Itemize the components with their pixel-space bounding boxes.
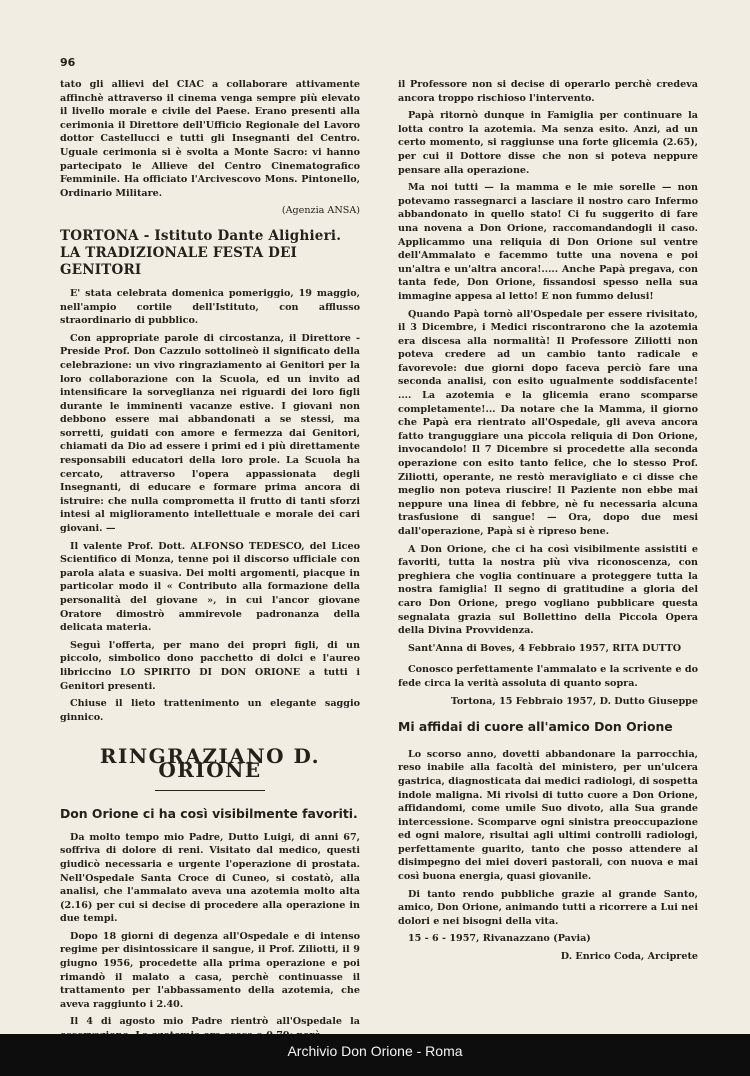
testimony-paragraph: Dopo 18 giorni di degenza all'Ospedale e di intenso regime per disintossicare il sangue, il Prof. Ziliotti, il 9 giugno 1956, procedette alla prima operazione e poi rimandò il malato a casa, perchè continuasse il trattamento per l'abbassamento della azotemia, che aveva raggiunto i 2.40. <box>60 930 360 1010</box>
testimony-paragraph: Lo scorso anno, dovetti abbandonare la parrocchia, reso inabile alla facoltà del ministero, per un'ulcera gastrica, diagnosticata dai medici radiologi, di sospetta indole maligna. Mi rivolsi di tutto cuore a Don Orione, affidandomi, come umile Suo divoto, alla Sua grande intercessione. Scomparve ogni sinistra preoccupazione ed ogni malore, risultai agli ultimi controlli radiologi, perfettamente guarito, tanto che posso attendere al disimpegno dei miei doveri pastorali, con nuova e mai così buona energia, quasi giovanile. <box>398 748 698 883</box>
testimony-paragraph: Quando Papà tornò all'Ospedale per essere rivisitato, il 3 Dicembre, i Medici riscontrarono che la azotemia era discesa alla normalità! Il Professore Ziliotti non poteva credere ad un cambio tanto radicale e favorevole: due giorni dopo faceva perciò fare una seconda analisi, con esito ugualmente soddisfacente! .... La azotemia e la glicemia erano scomparse completamente!... Da notare che la Mamma, il giorno che Papà era rientrato all'Ospedale, gli aveva ancora fatto tranguggiare una piccola reliquia di Don Orione, invocandolo! Il 7 Dicembre si procedette alla seconda operazione con esito tanto felice, che lo stesso Prof. Ziliotti, operante, ne restò meravigliato e ci disse che meglio non poteva riuscire! Il Paziente non ebbe mai neppure una linea di febbre, nè fu necessaria alcuna trasfusione di sangue! — Ora, dopo due mesi dall'operazione, Papà si è ripreso bene. <box>398 308 698 537</box>
signature-enrico-coda: D. Enrico Coda, Arciprete <box>560 951 698 963</box>
news-paragraph: Il valente Prof. Dott. ALFONSO TEDESCO, del Liceo Scientifico di Monza, tenne poi il discorso ufficiale con parola alata e suasiva. Dei molti argomenti, piacque in particolar modo il « Contributo alla formazione della personalità del giovane », in cui l'ancor giovane Oratore dimostrò ammirevole padronanza della delicata materia. <box>60 540 360 634</box>
news-title <box>60 228 360 279</box>
page-number: 96 <box>60 56 76 69</box>
footer-archive-label: Archivio Don Orione - Roma <box>287 1043 463 1059</box>
news-title-line1: TORTONA - Istituto Dante Alighieri. <box>60 227 342 244</box>
news-paragraph: Con appropriate parole di circostanza, il Direttore - Preside Prof. Don Cazzulo sottolineò il significato della celebrazione: un vivo ringraziamento ai Genitori per la loro collaborazione con la Scuola, ed un invito ad intensificare la sorveglianza nei riguardi dei loro figli durante le imminenti vacanze estive. I giovani non debbono essere mai abbandonati a se stessi, ma sorretti, guidati con amore e fermezza dai Genitori, chiamati da Dio ad essere i primi ed i più direttamente responsabili educatori della loro prole. La Scuola ha cercato, attraverso l'opera appassionata degli Insegnanti, di educare e formare prima ancora di istruire: che nulla comprometta il frutto di tanti sforzi intesi al miglioramento intellettuale e morale dei cari giovani. — <box>60 332 360 535</box>
right-column <box>398 78 698 970</box>
left-column <box>60 78 360 1047</box>
intro-source: (Agenzia ANSA) <box>281 205 360 217</box>
testimony-paragraph: Da molto tempo mio Padre, Dutto Luigi, di anni 67, soffriva di dolore di reni. Visitato dal medico, questi giudicò necessaria e urgente l'operazione di prostata. Nell'Ospedale Santa Croce di Cuneo, si costatò, alla analisi, che l'ammalato aveva una azotemia molto alta (2.16) per cui si decise di procedere alla operazione in due tempi. <box>60 831 360 925</box>
sub-title-right: Mi affidai di cuore all'amico Don Orione <box>398 719 673 735</box>
news-paragraph: Seguì l'offerta, per mano dei propri figli, di un piccolo, simbolico dono pacchetto di dolci e l'aureo libriccino LO SPIRITO DI DON ORIONE a tutti i Genitori presenti. <box>60 639 360 692</box>
section-rule <box>60 782 360 796</box>
signature-dutto-giuseppe: Tortona, 15 Febbraio 1957, D. Dutto Giuseppe <box>450 695 698 707</box>
section-title: RINGRAZIANO D. ORIONE <box>99 744 321 782</box>
confirmation-paragraph: Conosco perfettamente l'ammalato e la scrivente e do fede circa la verità assoluta di quanto sopra. <box>398 664 698 689</box>
news-paragraph: E' stata celebrata domenica pomeriggio, 19 maggio, nell'ampio cortile dell'Istituto, con afflusso straordinario di pubblico. <box>60 287 360 327</box>
intro-paragraph: tato gli allievi del CIAC a collaborare attivamente affinchè attraverso il cinema venga sempre più elevato il livello morale e civile del Paese. Erano presenti alla cerimonia il Direttore dell'Ufficio Regionale del Lavoro dottor Castellucci e tutti gli Insegnanti del Centro. Uguale cerimonia si è svolta a Monte Sacro: vi hanno partecipato le Allieve del Centro Cinematografico Femminile. Ha officiato l'Arcivescovo Mons. Pintonello, Ordinario Militare. <box>60 79 360 199</box>
testimony-paragraph: il Professore non si decise di operarlo perchè credeva ancora troppo rischioso l'intervento. <box>398 79 698 104</box>
testimony-paragraph: Ma noi tutti — la mamma e le mie sorelle — non potevamo rassegnarci a lasciare il nostro caro Infermo abbandonato in quello stato! Ci fu suggerito di fare una novena a Don Orione, raccomandandogli il caso. Applicammo una reliquia di Don Orione sul ventre dell'Ammalato e facemmo tutte una novena e poi un'altra e un'altra ancora!..... Anche Papà pregava, con tanta fede, Don Orione, fissandosi spesso nella sua immagine appesa al letto! E non fummo delusi! <box>398 182 698 302</box>
sub-title-left: Don Orione ci ha così visibilmente favoriti. <box>60 806 358 822</box>
testimony-paragraph: Il 4 di agosto mio Padre rientrò all'Ospedale la <box>70 1016 360 1028</box>
news-title-line2: LA TRADIZIONALE FESTA DEI GENITORI <box>60 244 298 278</box>
signature-rita-dutto: Sant'Anna di Boves, 4 Febbraio 1957, RITA DUTTO <box>408 642 682 654</box>
testimony-paragraph: Di tanto rendo pubbliche grazie al grande Santo, amico, Don Orione, animando tutti a ricorrere a Lui nei dolori e nei bisogni della vita. <box>398 888 698 927</box>
testimony-paragraph: Papà ritornò dunque in Famiglia per continuare la lotta contro la azotemia. Ma senza esito. Anzi, ad un certo momento, si raggiunse una forte glicemia (2.65), per cui il Dottore disse che non si poteva neppure pensare alla operazione. <box>398 110 698 176</box>
testimony-paragraph: A Don Orione, che ci ha così visibilmente assistiti e favoriti, tutta la nostra più viva riconoscenza, con preghiera che voglia continuare a proteggere tutta la nostra famiglia! Il segno di gratitudine a gloria del caro Don Orione, prego vogliano pubblicare questa segnalata grazia sul Bollettino della Piccola Opera della Divina Provvidenza. <box>398 543 698 637</box>
news-paragraph: Chiuse il lieto trattenimento un elegante saggio ginnico. <box>60 698 360 723</box>
date-place: 15 - 6 - 1957, Rivanazzano (Pavia) <box>408 933 591 945</box>
